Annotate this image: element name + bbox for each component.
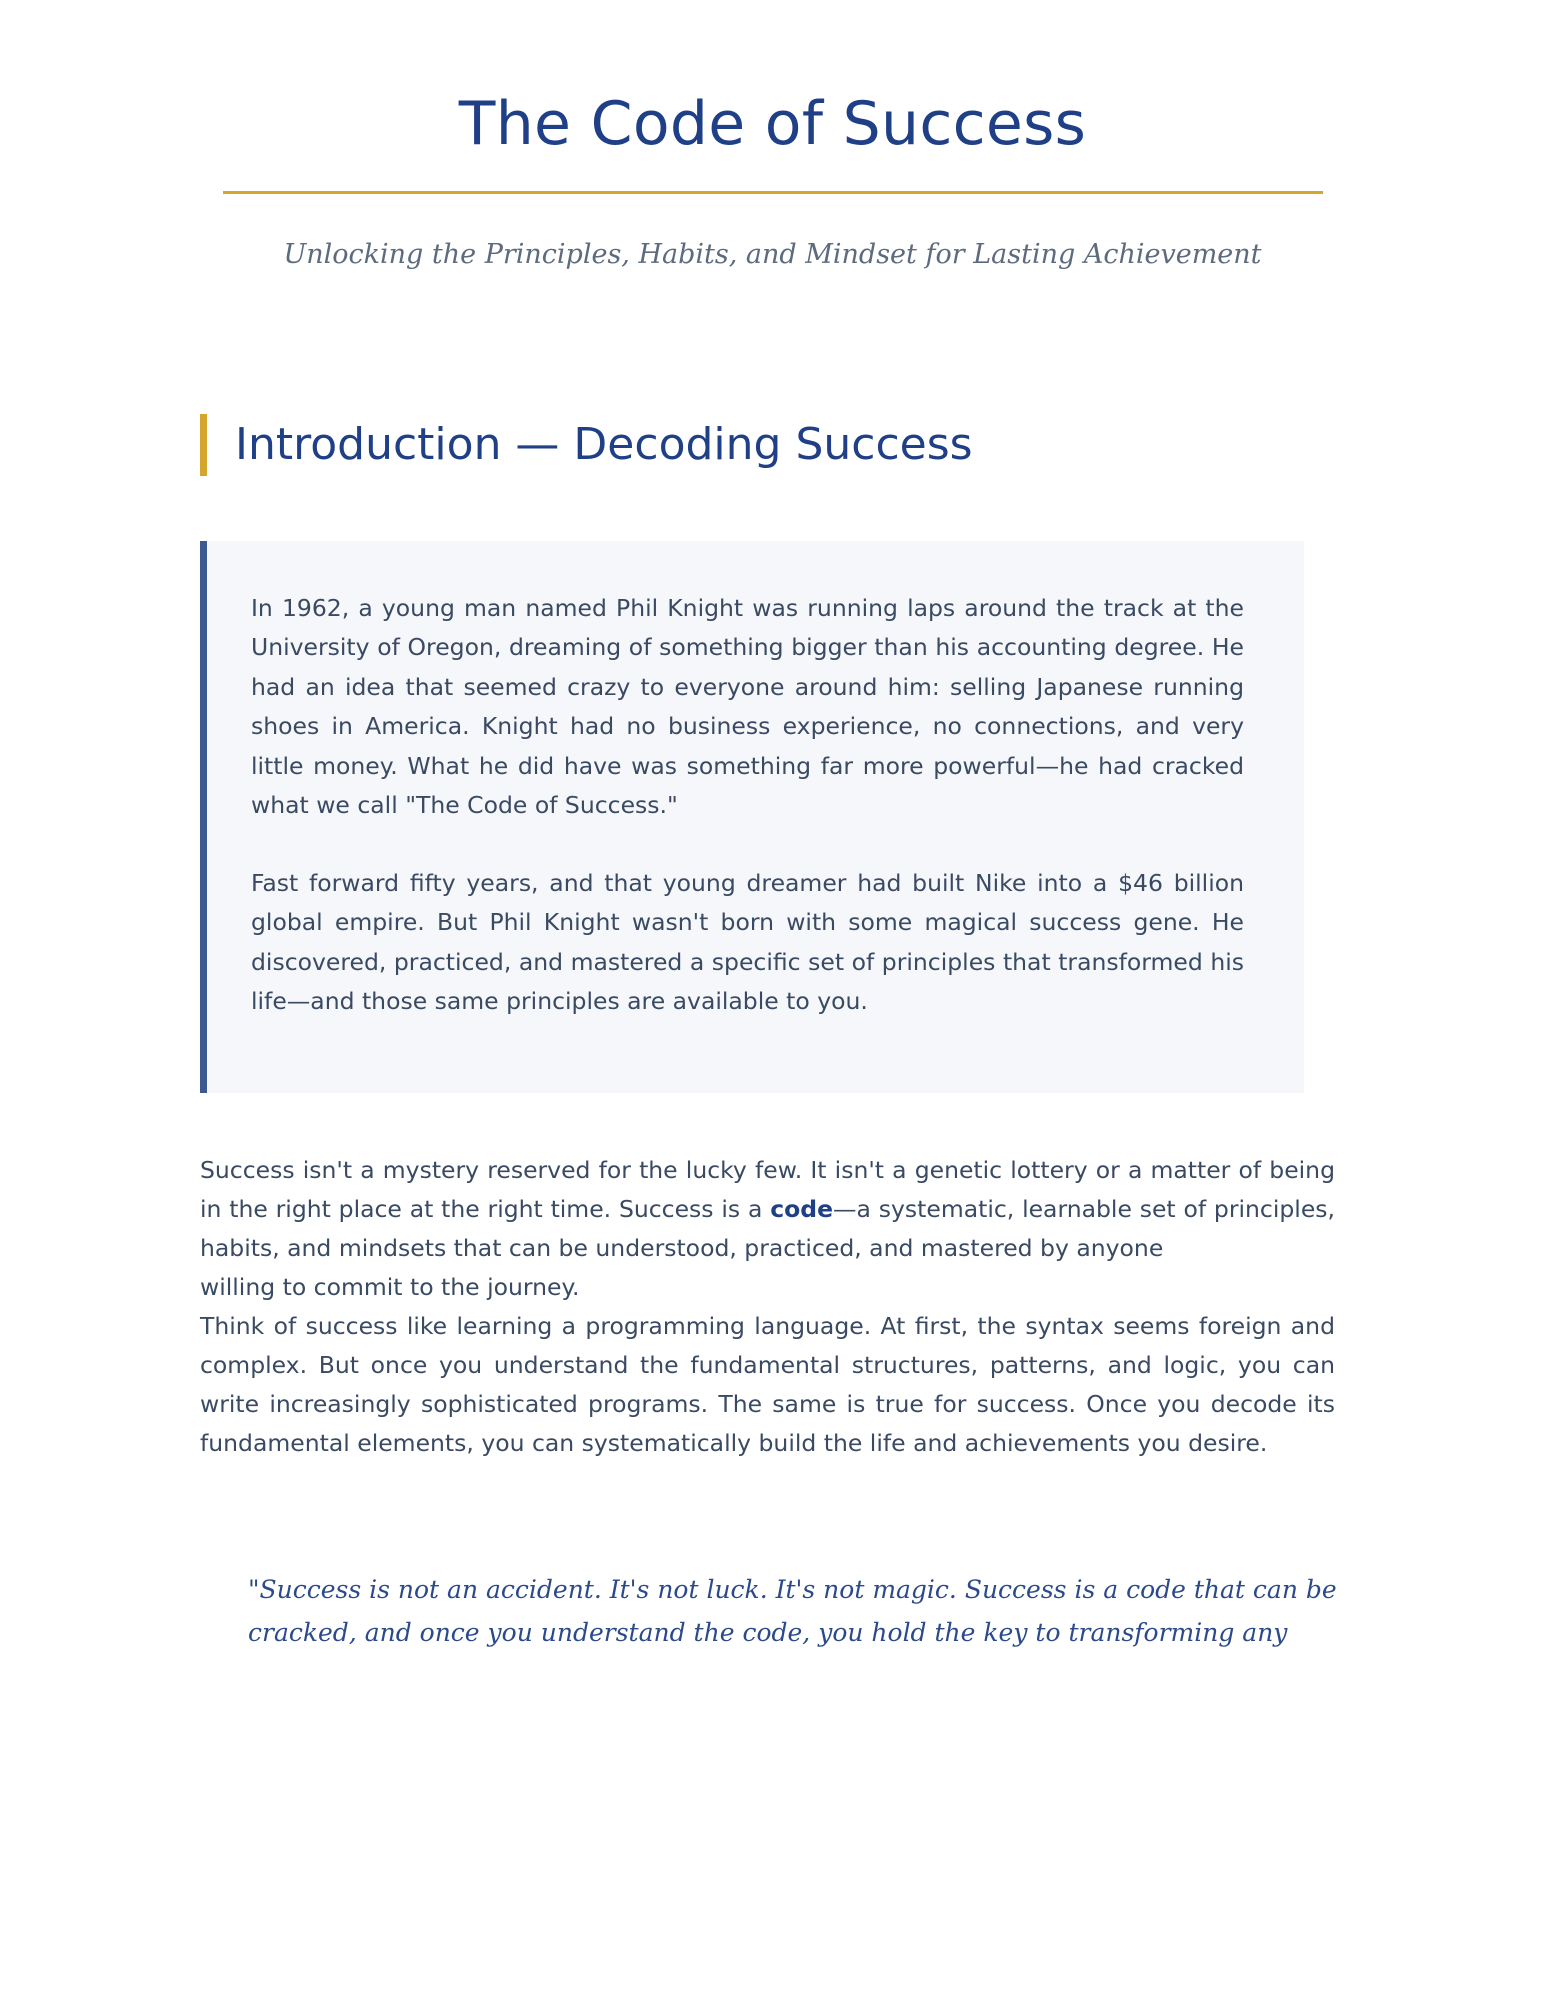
page-title: The Code of Success [458,89,1087,159]
body-paragraph-1-part-1: Success isn't a mystery reserved for the lucky few. It isn't a genetic lottery or a matter of being in the right place at the right time. Success is a [200,1156,1335,1224]
story-callout [200,541,1304,1094]
section-accent-bar [200,414,207,476]
body-paragraph-1-emphasis: code [770,1195,834,1224]
page-subtitle: Unlocking the Principles, Habits, and Mindset for Lasting Achievement [283,239,1262,270]
section-heading-text: Introduction — Decoding Success [235,418,973,470]
pull-quote: "Success is not an accident. It's not luck. It's not magic. Success is a code that can be cracked, and once you understand the code, you hold the key to transforming any [248,1575,1337,1648]
callout-paragraph-1: In 1962, a young man named Phil Knight was running laps around the track at the University of Oregon, dreaming of something bigger than his accounting degree. He had an idea that seemed crazy to everyone around him: selling Japanese running shoes in America. Knight had no business experience, no connections, and very little money. What he did have was something far more powerful—he had cracked what we call "The Code of Success." [251,593,1244,820]
section-heading [200,414,1545,476]
body-paragraph-1-tail: willing to commit to the journey. [200,1273,580,1302]
body-paragraph-1-part-2: —a systematic, learnable set of principles, habits, and mindsets that can be understood, practiced, and mastered by anyone [200,1195,1335,1263]
body-paragraph-2: Think of success like learning a programming language. At first, the syntax seems foreign and complex. But once you understand the fundamental structures, patterns, and logic, you can write increasingly sophisticated programs. The same is true for success. Once you decode its fundamental elements, you can systematically build the life and achievements you desire. [200,1312,1335,1458]
body-text-block [200,1151,1335,1463]
body-paragraph-1 [200,1151,1335,1268]
callout-paragraph-2: Fast forward fifty years, and that young dreamer had built Nike into a $46 billion global empire. But Phil Knight wasn't born with some magical success gene. He discovered, practiced, and mastered a specific set of principles that transformed his life—and those same principles are available to you. [251,868,1244,1016]
title-divider [223,191,1323,194]
